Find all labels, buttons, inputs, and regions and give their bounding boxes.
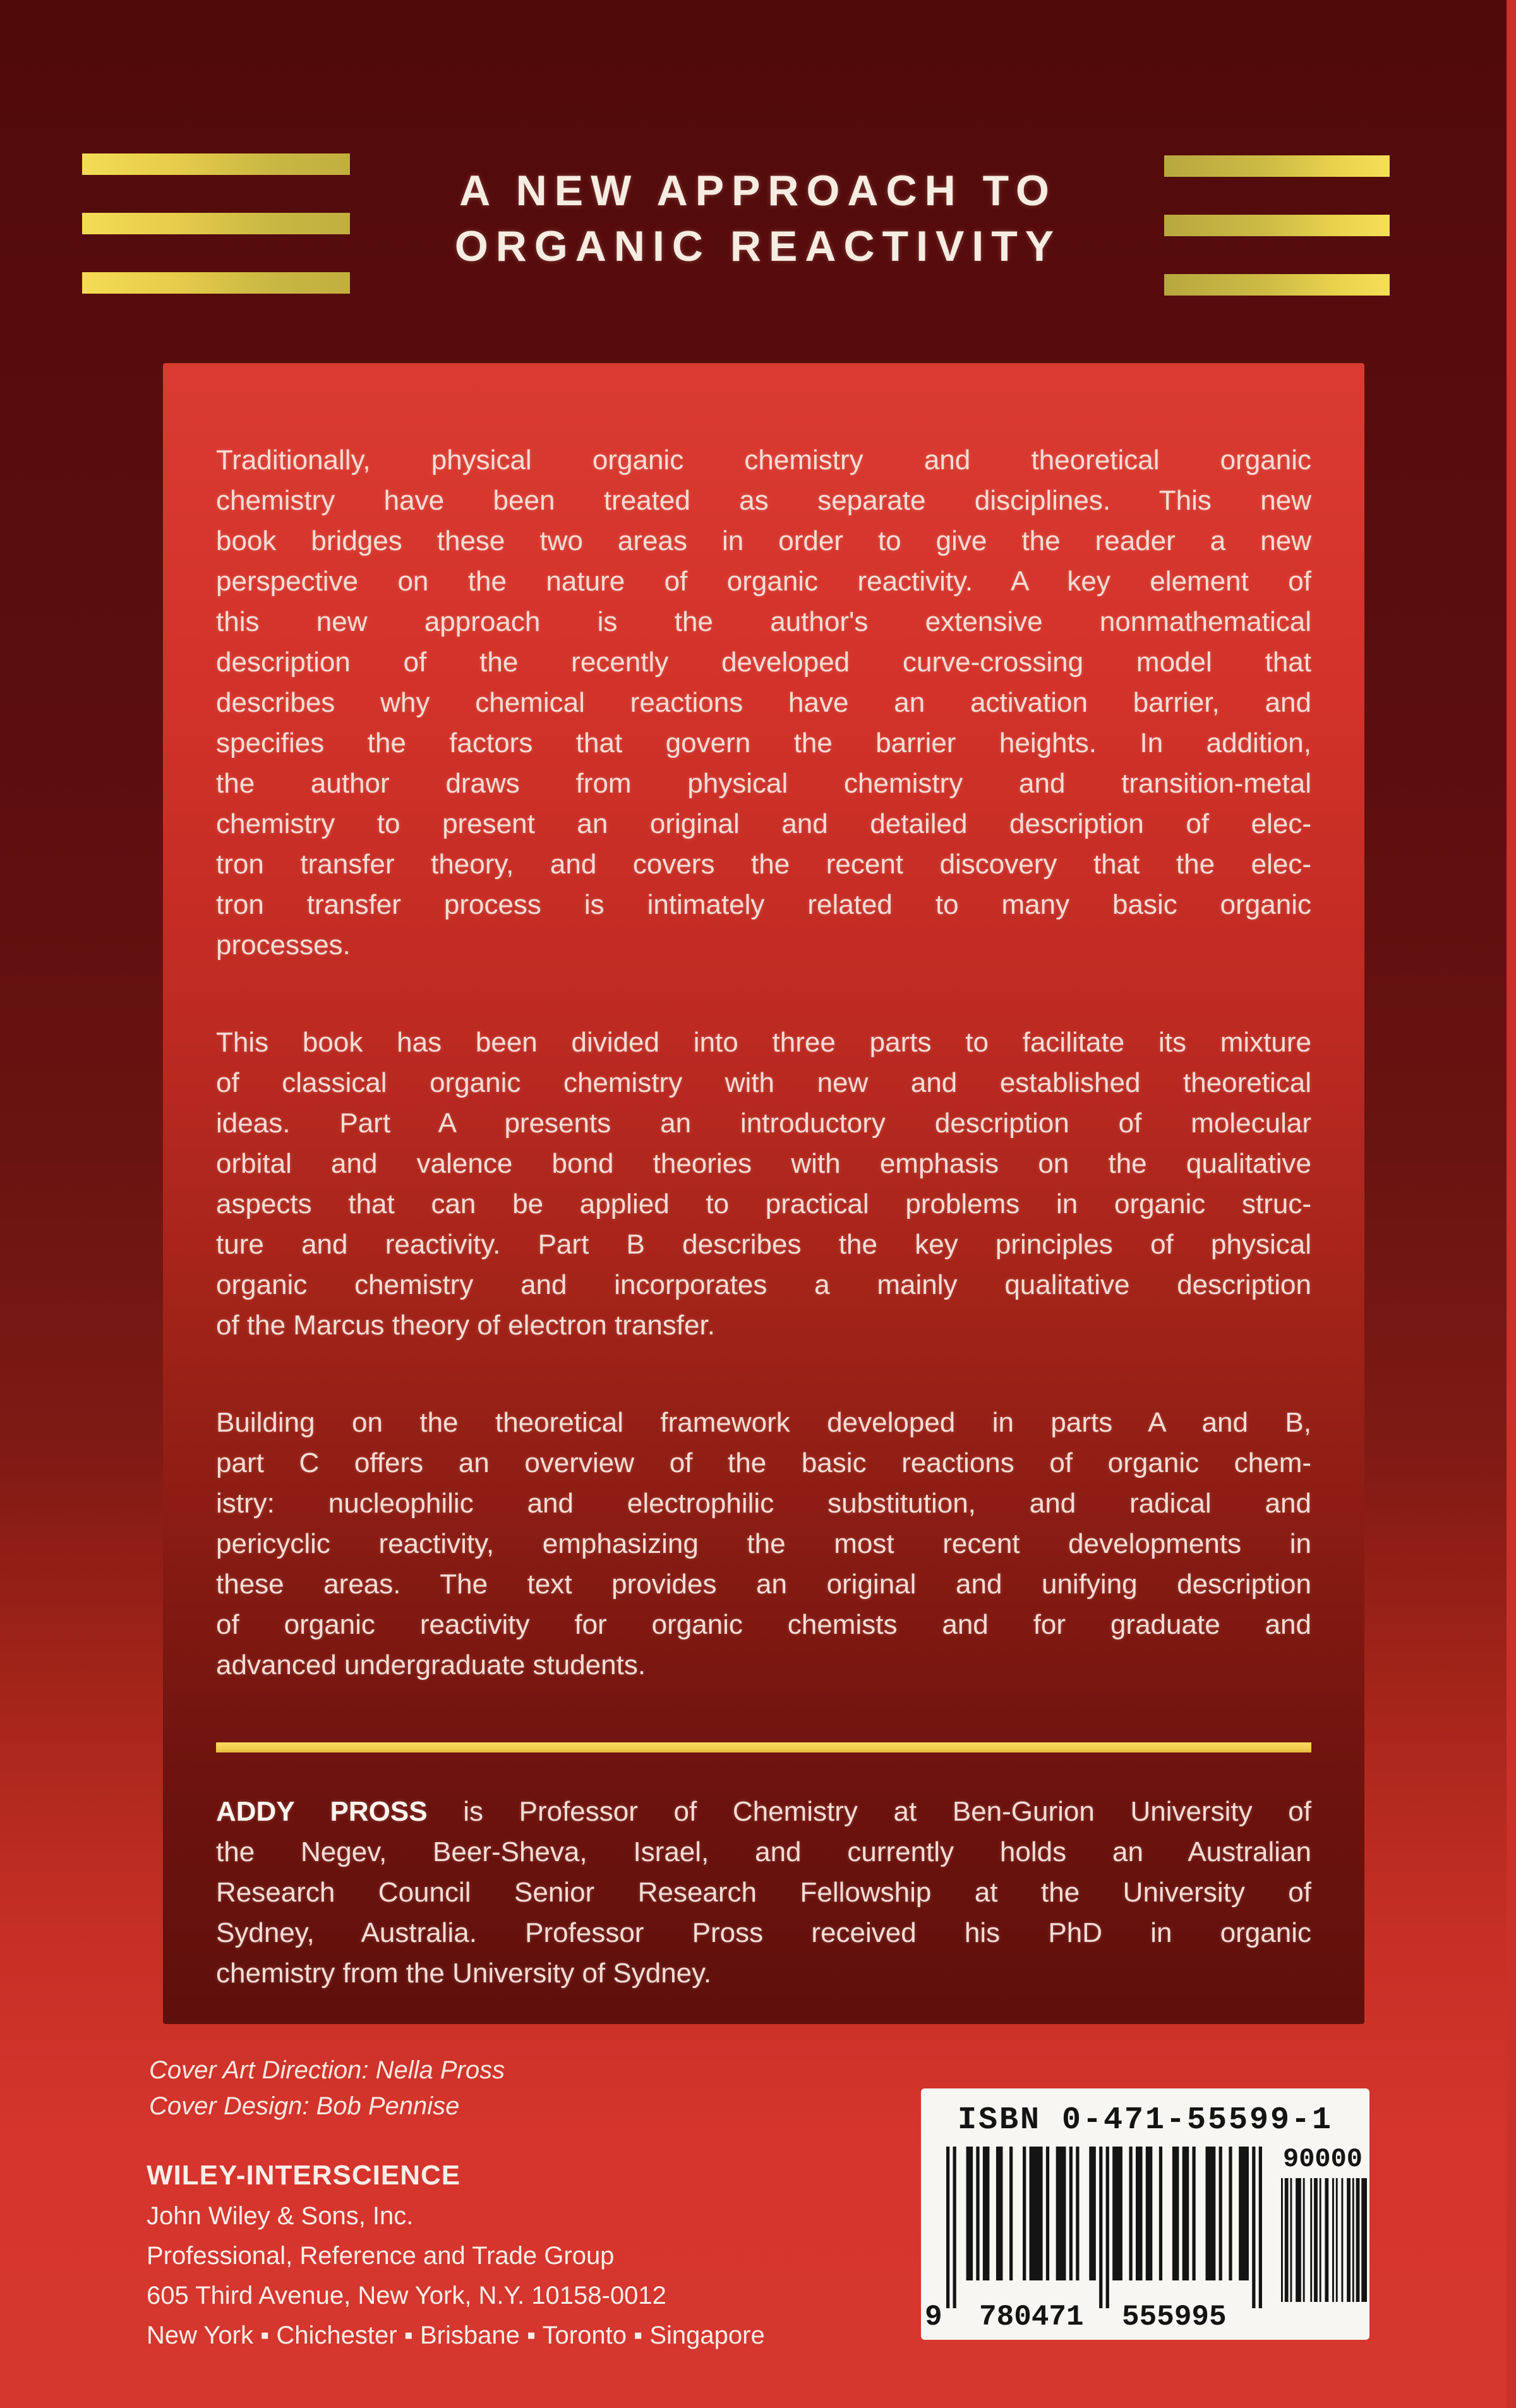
text-line: book bridges these two areas in order to give the reader a new bbox=[216, 525, 1311, 556]
text-line: perspective on the nature of organic reactivity. A key element of bbox=[216, 566, 1311, 597]
text-line: specifies the factors that govern the barrier heights. In addition, bbox=[216, 728, 1311, 758]
author-bio-text: is Professor of Chemistry at Ben-Gurion University of bbox=[463, 1796, 1311, 1827]
isbn-barcode-box bbox=[921, 2088, 1369, 2340]
text-line: orbital and valence bond theories with emphasis on the qualitative bbox=[216, 1148, 1311, 1179]
book-title bbox=[190, 163, 1326, 274]
text-line: the Negev, Beer-Sheva, Israel, and currently holds an Australian bbox=[216, 1836, 1311, 1867]
book-title-line-1: A NEW APPROACH TO bbox=[459, 167, 1057, 215]
text-line: aspects that can be applied to practical problems in organic struc- bbox=[216, 1189, 1311, 1219]
ean5-addon-barcode bbox=[1281, 2178, 1367, 2302]
isbn-number: ISBN 0-471-55599-1 bbox=[957, 2102, 1333, 2138]
text-line: chemistry to present an original and detailed description of elec- bbox=[216, 808, 1311, 839]
text-line: Research Council Senior Research Fellowship at the University of bbox=[216, 1877, 1311, 1908]
text-line: istry: nucleophilic and electrophilic substitution, and radical and bbox=[216, 1488, 1311, 1519]
gold-bar bbox=[82, 272, 350, 294]
cover-art-direction-credit: Cover Art Direction: Nella Pross bbox=[149, 2056, 505, 2084]
author-bio-line bbox=[216, 1792, 1311, 1832]
text-line: tron transfer process is intimately related to many basic organic bbox=[216, 889, 1311, 920]
ean-digit-lead: 9 bbox=[925, 2301, 942, 2333]
cover-design-credit: Cover Design: Bob Pennise bbox=[149, 2092, 460, 2120]
author-bio-rest bbox=[216, 1832, 1311, 1994]
text-line: describes why chemical reactions have an activation barrier, and bbox=[216, 687, 1311, 718]
publisher-company: John Wiley & Sons, Inc. bbox=[147, 2202, 414, 2230]
author-name: ADDY PROSS bbox=[216, 1796, 428, 1827]
author-bio bbox=[216, 1792, 1311, 1994]
publisher-block bbox=[147, 2155, 765, 2356]
cover-right-edge-highlight bbox=[1507, 0, 1516, 2408]
text-line: chemistry have been treated as separate disciplines. This new bbox=[216, 485, 1311, 516]
synopsis-paragraph-2 bbox=[216, 1022, 1311, 1346]
text-line: This book has been divided into three parts to facilitate its mixture bbox=[216, 1027, 1311, 1058]
ean-digit-group1: 780471 bbox=[979, 2301, 1084, 2333]
text-line: ideas. Part A presents an introductory description of molecular bbox=[216, 1108, 1311, 1139]
text-line: these areas. The text provides an original and unifying description bbox=[216, 1569, 1311, 1600]
text-line: ture and reactivity. Part B describes the key principles of physical bbox=[216, 1229, 1311, 1260]
publisher-group: Professional, Reference and Trade Group bbox=[147, 2242, 615, 2270]
text-line: the author draws from physical chemistry and transition-metal bbox=[216, 768, 1311, 799]
book-title-line-2: ORGANIC REACTIVITY bbox=[454, 222, 1062, 270]
synopsis-paragraph-1 bbox=[216, 440, 1311, 966]
gold-divider-rule bbox=[216, 1742, 1311, 1752]
text-line: this new approach is the author's extensive nonmathematical bbox=[216, 606, 1311, 637]
ean13-barcode bbox=[946, 2147, 1262, 2308]
ean-digit-group2: 555995 bbox=[1122, 2301, 1227, 2333]
synopsis-paragraph-3 bbox=[216, 1403, 1311, 1686]
text-line: Sydney, Australia. Professor Pross received his PhD in organic bbox=[216, 1917, 1311, 1948]
text-line: Traditionally, physical organic chemistry and theoretical organic bbox=[216, 445, 1311, 476]
text-line: of classical organic chemistry with new and established theoretical bbox=[216, 1067, 1311, 1098]
publisher-imprint: WILEY-INTERSCIENCE bbox=[147, 2160, 461, 2191]
text-line: tron transfer theory, and covers the recent discovery that the elec- bbox=[216, 849, 1311, 880]
text-line: of organic reactivity for organic chemists and for graduate and bbox=[216, 1609, 1311, 1640]
text-line: pericyclic reactivity, emphasizing the most recent developments in bbox=[216, 1528, 1311, 1559]
text-line: processes. bbox=[216, 930, 351, 961]
publisher-cities: New York ▪ Chichester ▪ Brisbane ▪ Toronto ▪ Singapore bbox=[147, 2321, 765, 2349]
cover-credits bbox=[149, 2052, 505, 2124]
synopsis-panel bbox=[163, 363, 1364, 2024]
text-line: advanced undergraduate students. bbox=[216, 1650, 646, 1680]
text-line: chemistry from the University of Sydney. bbox=[216, 1958, 712, 1989]
text-line: of the Marcus theory of electron transfer. bbox=[216, 1310, 715, 1341]
text-line: part C offers an overview of the basic reactions of organic chem- bbox=[216, 1447, 1311, 1478]
gold-bar bbox=[1164, 274, 1390, 296]
text-line: description of the recently developed curve-crossing model that bbox=[216, 647, 1311, 678]
ean-addon-number: 90000 bbox=[1282, 2144, 1363, 2174]
publisher-address: 605 Third Avenue, New York, N.Y. 10158-0012 bbox=[147, 2282, 666, 2309]
text-line: organic chemistry and incorporates a mainly qualitative description bbox=[216, 1269, 1311, 1300]
text-line: Building on the theoretical framework developed in parts A and B, bbox=[216, 1407, 1311, 1438]
